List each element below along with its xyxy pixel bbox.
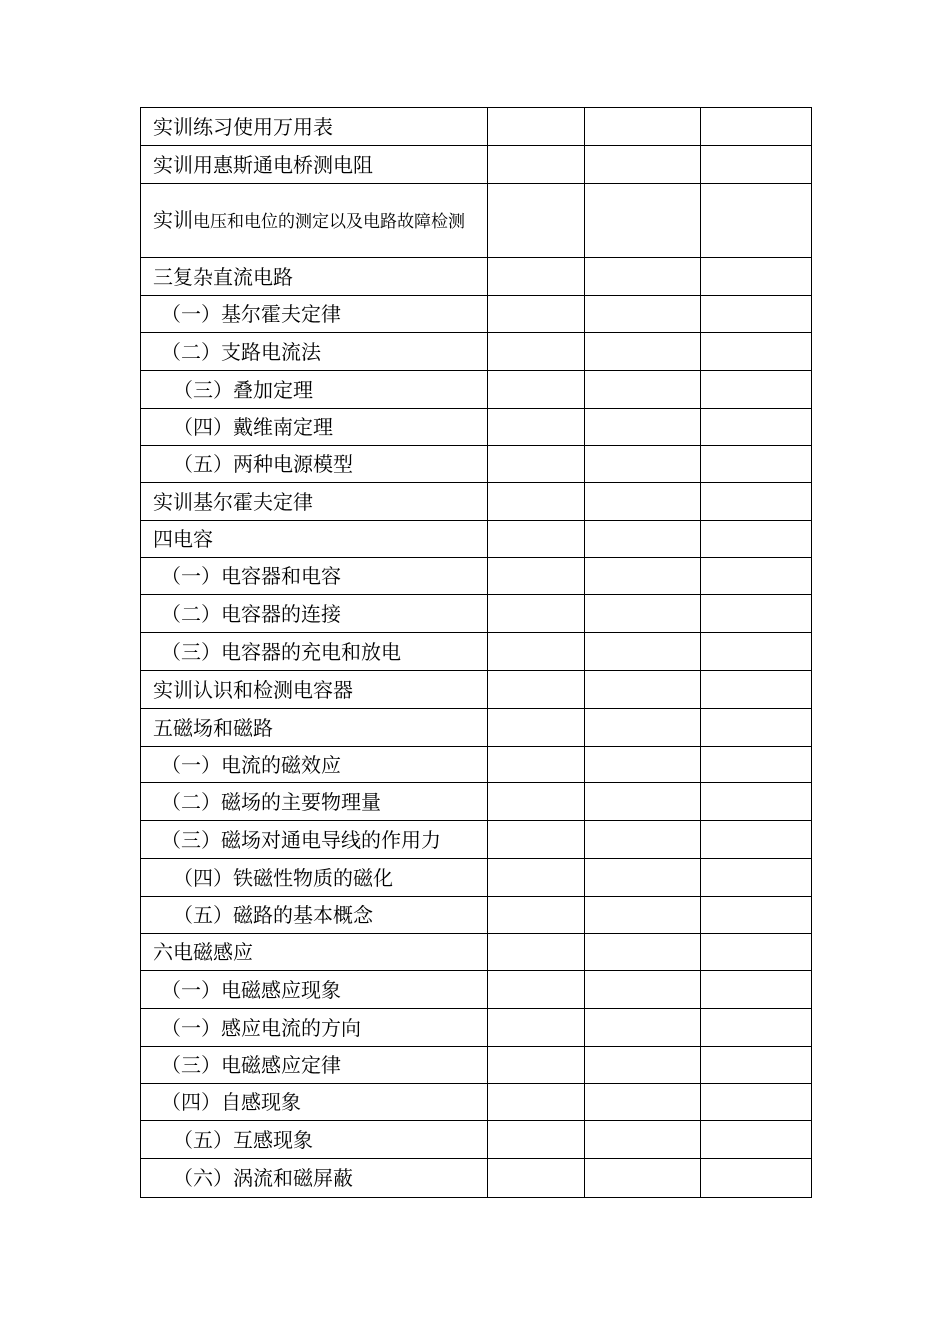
- topic-cell: [141, 184, 488, 258]
- empty-cell: [488, 934, 585, 971]
- empty-cell: [585, 671, 701, 709]
- empty-cell: [701, 409, 812, 446]
- empty-cell: [701, 446, 812, 483]
- empty-cell: [701, 184, 812, 258]
- topic-cell: （四）自感现象: [141, 1084, 488, 1121]
- empty-cell: [585, 146, 701, 184]
- table-row: [141, 1084, 812, 1121]
- table-row: [141, 1159, 812, 1198]
- empty-cell: [701, 483, 812, 521]
- topic-cell: 五磁场和磁路: [141, 709, 488, 747]
- empty-cell: [701, 821, 812, 859]
- empty-cell: [488, 108, 585, 146]
- empty-cell: [488, 971, 585, 1009]
- empty-cell: [488, 671, 585, 709]
- empty-cell: [488, 897, 585, 934]
- empty-cell: [488, 1084, 585, 1121]
- empty-cell: [701, 633, 812, 671]
- empty-cell: [701, 897, 812, 934]
- topic-cell: 实训练习使用万用表: [141, 108, 488, 146]
- empty-cell: [701, 296, 812, 333]
- empty-cell: [701, 1084, 812, 1121]
- table-row: [141, 296, 812, 333]
- table-row: [141, 483, 812, 521]
- empty-cell: [701, 258, 812, 296]
- empty-cell: [488, 333, 585, 371]
- empty-cell: [488, 1009, 585, 1047]
- empty-cell: [701, 1009, 812, 1047]
- table-row: [141, 1009, 812, 1047]
- topic-cell: （一）电流的磁效应: [141, 747, 488, 783]
- empty-cell: [488, 633, 585, 671]
- table-row: [141, 446, 812, 483]
- topic-cell: （六）涡流和磁屏蔽: [141, 1159, 488, 1198]
- empty-cell: [585, 1009, 701, 1047]
- empty-cell: [488, 146, 585, 184]
- topic-cell: （一）电容器和电容: [141, 558, 488, 595]
- empty-cell: [585, 1047, 701, 1084]
- table-row: [141, 409, 812, 446]
- empty-cell: [585, 558, 701, 595]
- table-row: [141, 783, 812, 821]
- empty-cell: [488, 483, 585, 521]
- empty-cell: [585, 296, 701, 333]
- topic-cell: （五）两种电源模型: [141, 446, 488, 483]
- empty-cell: [488, 1159, 585, 1198]
- topic-cell: 三复杂直流电路: [141, 258, 488, 296]
- empty-cell: [701, 934, 812, 971]
- topic-cell: 实训基尔霍夫定律: [141, 483, 488, 521]
- table-row: [141, 747, 812, 783]
- empty-cell: [488, 409, 585, 446]
- empty-cell: [701, 558, 812, 595]
- table-row: [141, 258, 812, 296]
- empty-cell: [585, 709, 701, 747]
- table-row: [141, 709, 812, 747]
- course-table: [140, 107, 812, 1198]
- empty-cell: [701, 859, 812, 897]
- empty-cell: [701, 1047, 812, 1084]
- empty-cell: [488, 595, 585, 633]
- topic-cell: （一）电磁感应现象: [141, 971, 488, 1009]
- empty-cell: [585, 783, 701, 821]
- empty-cell: [701, 521, 812, 558]
- table-row: [141, 108, 812, 146]
- table-row: [141, 971, 812, 1009]
- empty-cell: [701, 747, 812, 783]
- topic-cell: （四）铁磁性物质的磁化: [141, 859, 488, 897]
- empty-cell: [585, 821, 701, 859]
- empty-cell: [488, 709, 585, 747]
- empty-cell: [488, 783, 585, 821]
- empty-cell: [585, 595, 701, 633]
- topic-cell: （三）叠加定理: [141, 371, 488, 409]
- topic-cell: （二）支路电流法: [141, 333, 488, 371]
- empty-cell: [488, 446, 585, 483]
- table-row: [141, 521, 812, 558]
- empty-cell: [585, 1084, 701, 1121]
- empty-cell: [585, 859, 701, 897]
- table-row: [141, 671, 812, 709]
- table-row: [141, 1047, 812, 1084]
- empty-cell: [585, 446, 701, 483]
- empty-cell: [701, 971, 812, 1009]
- empty-cell: [701, 783, 812, 821]
- topic-cell: （三）磁场对通电导线的作用力: [141, 821, 488, 859]
- empty-cell: [585, 184, 701, 258]
- empty-cell: [488, 371, 585, 409]
- topic-cell: （三）电磁感应定律: [141, 1047, 488, 1084]
- topic-cell: 四电容: [141, 521, 488, 558]
- empty-cell: [585, 934, 701, 971]
- topic-cell: （一）感应电流的方向: [141, 1009, 488, 1047]
- course-table-body: [141, 108, 812, 1198]
- empty-cell: [701, 709, 812, 747]
- empty-cell: [585, 483, 701, 521]
- empty-cell: [585, 971, 701, 1009]
- empty-cell: [488, 1047, 585, 1084]
- table-row: [141, 633, 812, 671]
- table-row: [141, 821, 812, 859]
- table-row: [141, 897, 812, 934]
- table-row: [141, 934, 812, 971]
- empty-cell: [585, 333, 701, 371]
- empty-cell: [701, 371, 812, 409]
- table-row: [141, 184, 812, 258]
- empty-cell: [488, 1121, 585, 1159]
- topic-cell: 实训用惠斯通电桥测电阻: [141, 146, 488, 184]
- empty-cell: [488, 821, 585, 859]
- topic-cell: 六电磁感应: [141, 934, 488, 971]
- topic-cell: （一）基尔霍夫定律: [141, 296, 488, 333]
- table-row: [141, 859, 812, 897]
- empty-cell: [701, 595, 812, 633]
- empty-cell: [585, 258, 701, 296]
- table-row: [141, 595, 812, 633]
- topic-cell: （二）电容器的连接: [141, 595, 488, 633]
- table-row: [141, 146, 812, 184]
- empty-cell: [585, 1159, 701, 1198]
- topic-cell: （二）磁场的主要物理量: [141, 783, 488, 821]
- empty-cell: [701, 146, 812, 184]
- empty-cell: [585, 897, 701, 934]
- empty-cell: [488, 747, 585, 783]
- topic-cell: （五）磁路的基本概念: [141, 897, 488, 934]
- table-row: [141, 333, 812, 371]
- topic-text-small: 电压和电位的测定以及电路故障检测: [193, 211, 465, 232]
- empty-cell: [701, 671, 812, 709]
- empty-cell: [488, 521, 585, 558]
- empty-cell: [585, 108, 701, 146]
- empty-cell: [585, 521, 701, 558]
- topic-cell: （三）电容器的充电和放电: [141, 633, 488, 671]
- topic-text-large: 实训: [153, 207, 193, 232]
- empty-cell: [488, 558, 585, 595]
- empty-cell: [488, 859, 585, 897]
- empty-cell: [701, 1159, 812, 1198]
- empty-cell: [701, 108, 812, 146]
- empty-cell: [701, 1121, 812, 1159]
- table-row: [141, 558, 812, 595]
- empty-cell: [488, 258, 585, 296]
- topic-cell: 实训认识和检测电容器: [141, 671, 488, 709]
- table-row: [141, 1121, 812, 1159]
- empty-cell: [585, 747, 701, 783]
- empty-cell: [701, 333, 812, 371]
- empty-cell: [488, 296, 585, 333]
- empty-cell: [585, 1121, 701, 1159]
- empty-cell: [585, 409, 701, 446]
- empty-cell: [585, 633, 701, 671]
- topic-cell: （四）戴维南定理: [141, 409, 488, 446]
- empty-cell: [488, 184, 585, 258]
- table-row: [141, 371, 812, 409]
- topic-cell: （五）互感现象: [141, 1121, 488, 1159]
- empty-cell: [585, 371, 701, 409]
